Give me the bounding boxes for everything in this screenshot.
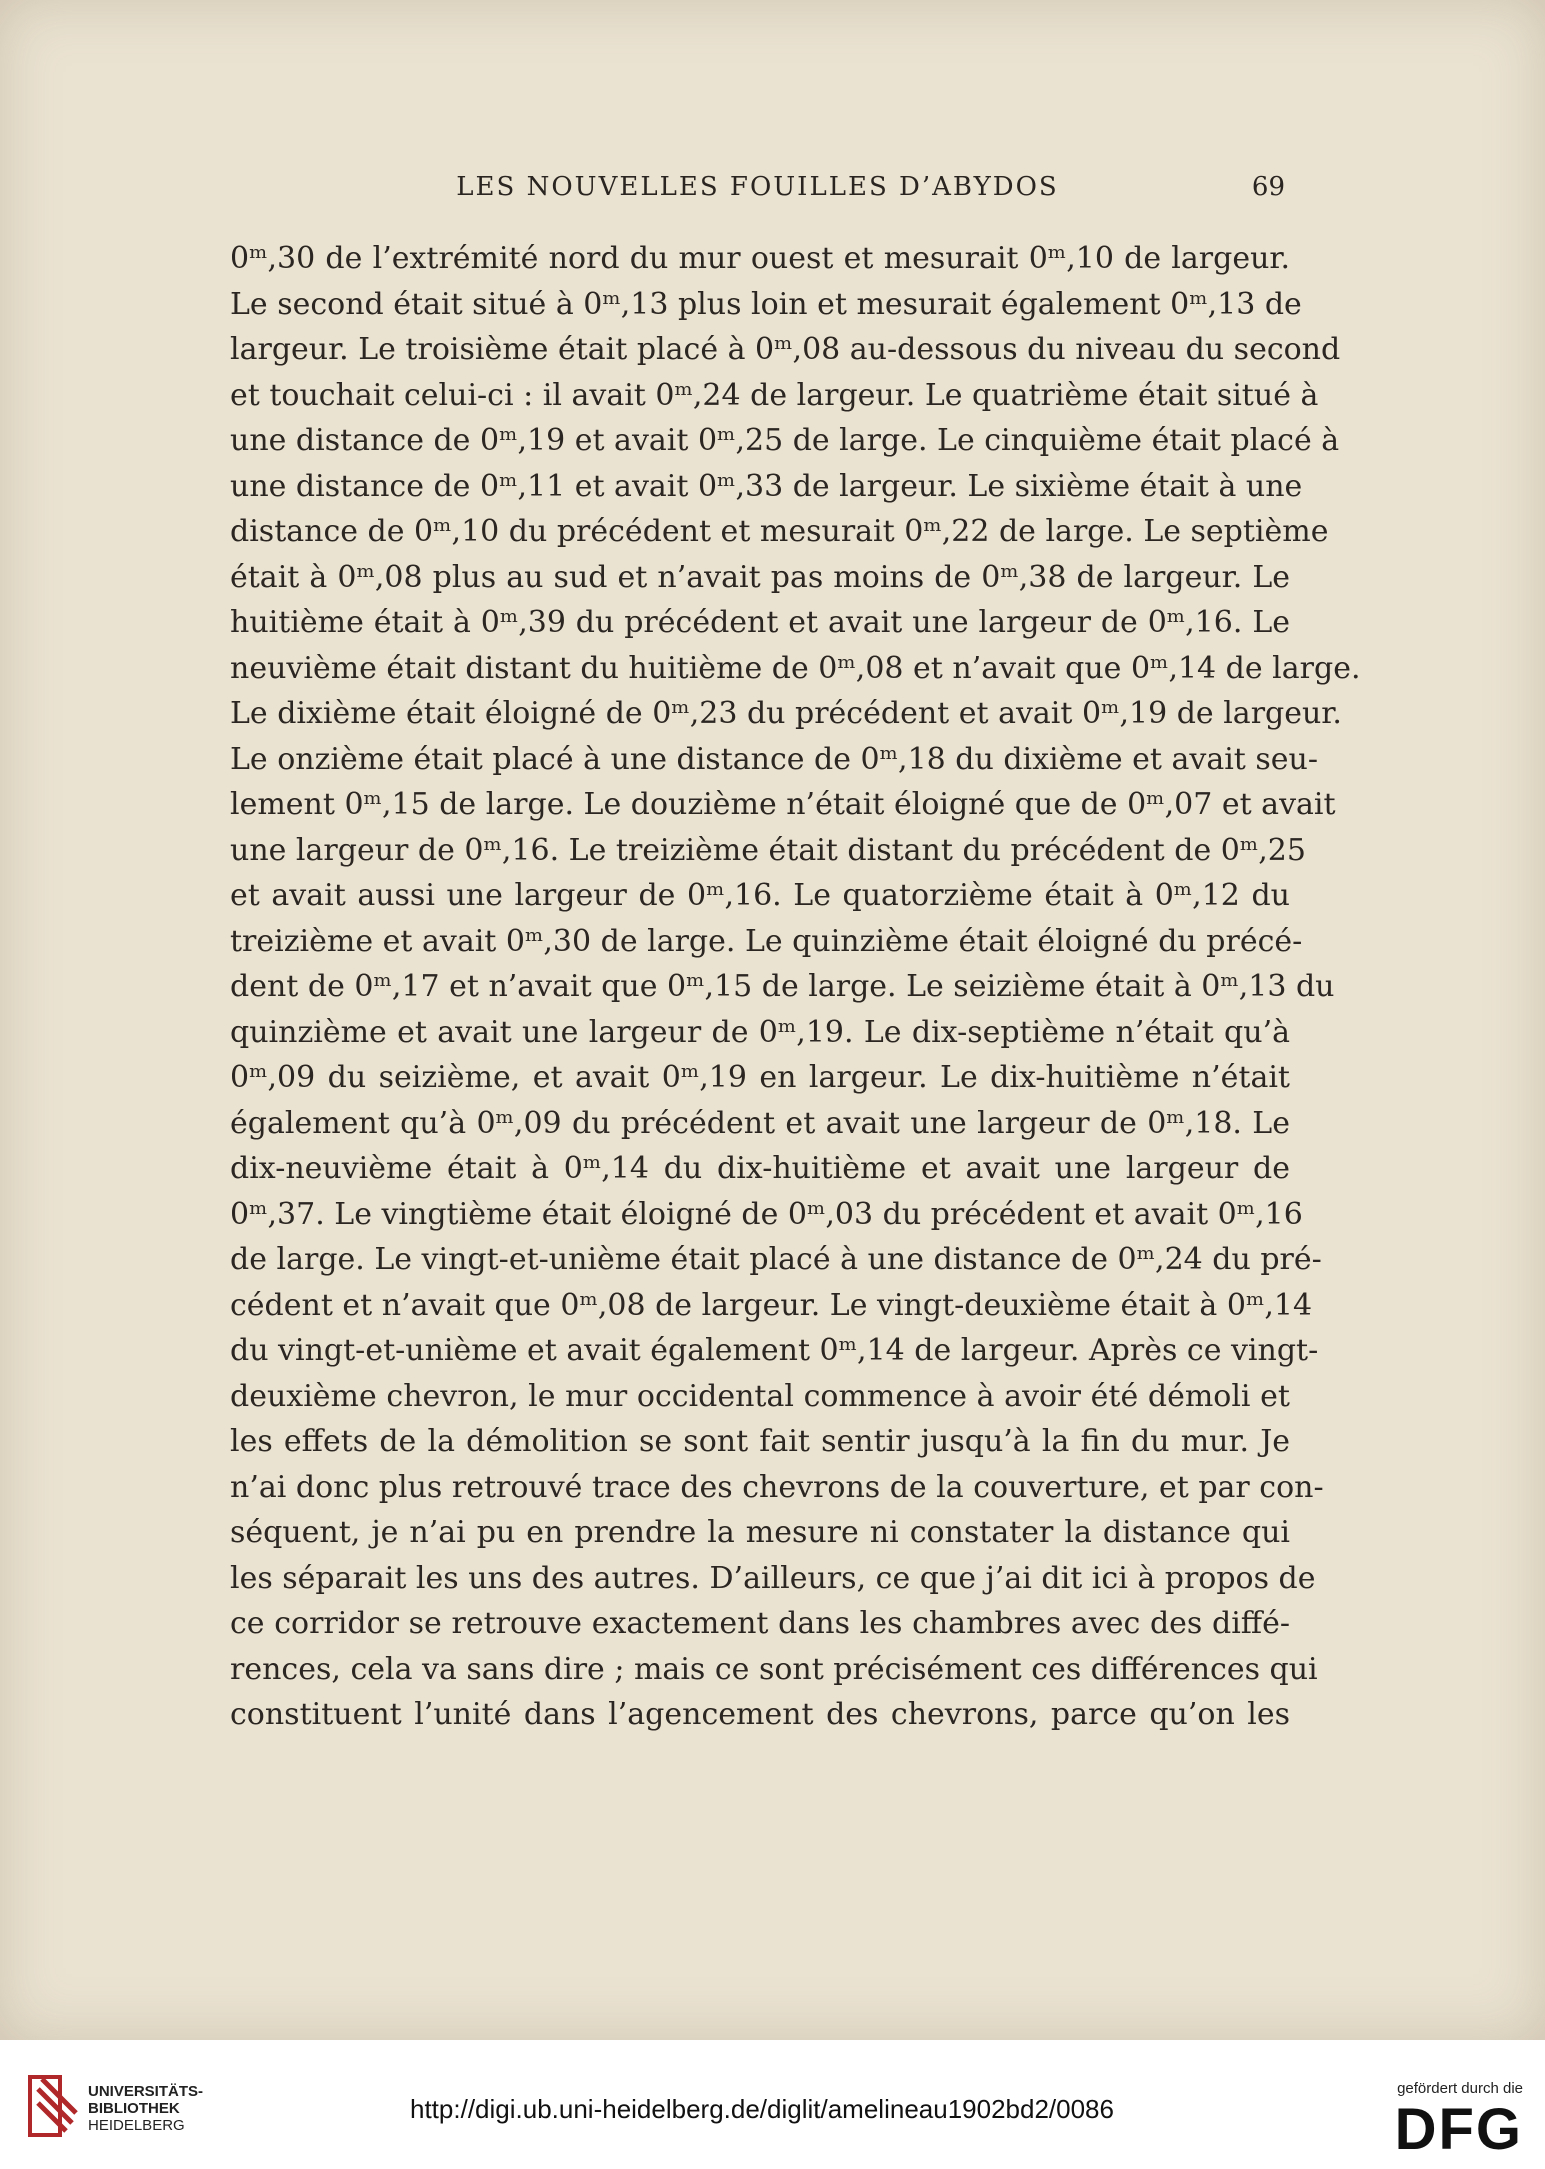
library-name-line-3: HEIDELBERG xyxy=(88,2117,185,2134)
text-line: dent de 0ᵐ,17 et n’avait que 0ᵐ,15 de large. Le seizième était à 0ᵐ,13 du xyxy=(230,969,1335,1004)
text-line: dix-neuvième était à 0ᵐ,14 du dix-huitième et avait une largeur de xyxy=(230,1151,1290,1186)
text-line: Le second était situé à 0ᵐ,13 plus loin et mesurait également 0ᵐ,13 de xyxy=(230,286,1302,322)
text-line: quinzième et avait une largeur de 0ᵐ,19. Le dix-septième n’était qu’à xyxy=(230,1014,1290,1050)
page-number: 69 xyxy=(1251,172,1285,202)
dfg-logo: DFG xyxy=(1394,2097,1523,2162)
permalink-url[interactable]: http://digi.ub.uni-heidelberg.de/diglit/amelineau1902bd2/0086 xyxy=(410,2094,1114,2124)
text-line: huitième était à 0ᵐ,39 du précédent et avait une largeur de 0ᵐ,16. Le xyxy=(230,605,1290,640)
body-text xyxy=(230,236,1361,1738)
library-name-line-1: UNIVERSITÄTS- xyxy=(88,2083,204,2100)
text-line: distance de 0ᵐ,10 du précédent et mesurait 0ᵐ,22 de large. Le septième xyxy=(230,514,1329,549)
text-line: ce corridor se retrouve exactement dans les chambres avec des diffé- xyxy=(230,1606,1290,1641)
library-name-line-2: BIBLIOTHEK xyxy=(88,2100,180,2117)
text-line: une largeur de 0ᵐ,16. Le treizième était distant du précédent de 0ᵐ,25 xyxy=(230,832,1306,868)
text-line: neuvième était distant du huitième de 0ᵐ,08 et n’avait que 0ᵐ,14 de large. xyxy=(230,650,1361,686)
running-title: LES NOUVELLES FOUILLES D’ABYDOS xyxy=(456,172,1059,202)
text-line: également qu’à 0ᵐ,09 du précédent et avait une largeur de 0ᵐ,18. Le xyxy=(230,1105,1290,1141)
funding-caption: gefördert durch die xyxy=(1397,2080,1523,2097)
text-line: les séparait les uns des autres. D’ailleurs, ce que j’ai dit ici à propos de xyxy=(230,1560,1316,1596)
text-line: cédent et n’avait que 0ᵐ,08 de largeur. Le vingt-deuxième était à 0ᵐ,14 xyxy=(230,1287,1313,1323)
text-line: du vingt-et-unième et avait également 0ᵐ,14 de largeur. Après ce vingt- xyxy=(230,1333,1319,1368)
text-line: constituent l’unité dans l’agencement des chevrons, parce qu’on les xyxy=(230,1697,1290,1732)
text-line: et touchait celui-ci : il avait 0ᵐ,24 de largeur. Le quatrième était situé à xyxy=(230,377,1319,413)
text-line: rences, cela va sans dire ; mais ce sont précisément ces différences qui xyxy=(230,1651,1318,1687)
text-line: une distance de 0ᵐ,11 et avait 0ᵐ,33 de largeur. Le sixième était à une xyxy=(230,468,1303,504)
page-header xyxy=(230,172,1285,212)
text-line: 0ᵐ,09 du seizième, et avait 0ᵐ,19 en largeur. Le dix-huitième n’était xyxy=(230,1060,1290,1095)
text-line: deuxième chevron, le mur occidental commence à avoir été démoli et xyxy=(230,1378,1290,1414)
text-line: de large. Le vingt-et-unième était placé à une distance de 0ᵐ,24 du pré- xyxy=(230,1242,1322,1277)
text-line: largeur. Le troisième était placé à 0ᵐ,08 au-dessous du niveau du second xyxy=(230,332,1341,367)
library-name xyxy=(88,2083,203,2134)
text-line: et avait aussi une largeur de 0ᵐ,16. Le quatorzième était à 0ᵐ,12 du xyxy=(230,878,1290,913)
text-line: n’ai donc plus retrouvé trace des chevrons de la couverture, et par con- xyxy=(230,1469,1324,1505)
text-line: Le onzième était placé à une distance de 0ᵐ,18 du dixième et avait seu- xyxy=(230,741,1318,777)
text-line: 0ᵐ,37. Le vingtième était éloigné de 0ᵐ,03 du précédent et avait 0ᵐ,16 xyxy=(230,1196,1303,1232)
text-line: treizième et avait 0ᵐ,30 de large. Le quinzième était éloigné du précé- xyxy=(230,923,1303,959)
text-line: était à 0ᵐ,08 plus au sud et n’avait pas moins de 0ᵐ,38 de largeur. Le xyxy=(230,559,1290,595)
text-line: Le dixième était éloigné de 0ᵐ,23 du précédent et avait 0ᵐ,19 de largeur. xyxy=(230,696,1342,731)
text-line: les effets de la démolition se sont fait sentir jusqu’à la fin du mur. Je xyxy=(230,1424,1290,1459)
university-library-logo-icon xyxy=(28,2075,80,2137)
text-line: séquent, je n’ai pu en prendre la mesure ni constater la distance qui xyxy=(230,1515,1290,1550)
text-line: une distance de 0ᵐ,19 et avait 0ᵐ,25 de large. Le cinquième était placé à xyxy=(230,423,1340,458)
text-line: lement 0ᵐ,15 de large. Le douzième n’était éloigné que de 0ᵐ,07 et avait xyxy=(230,787,1336,822)
text-line: 0ᵐ,30 de l’extrémité nord du mur ouest et mesurait 0ᵐ,10 de largeur. xyxy=(230,241,1290,276)
